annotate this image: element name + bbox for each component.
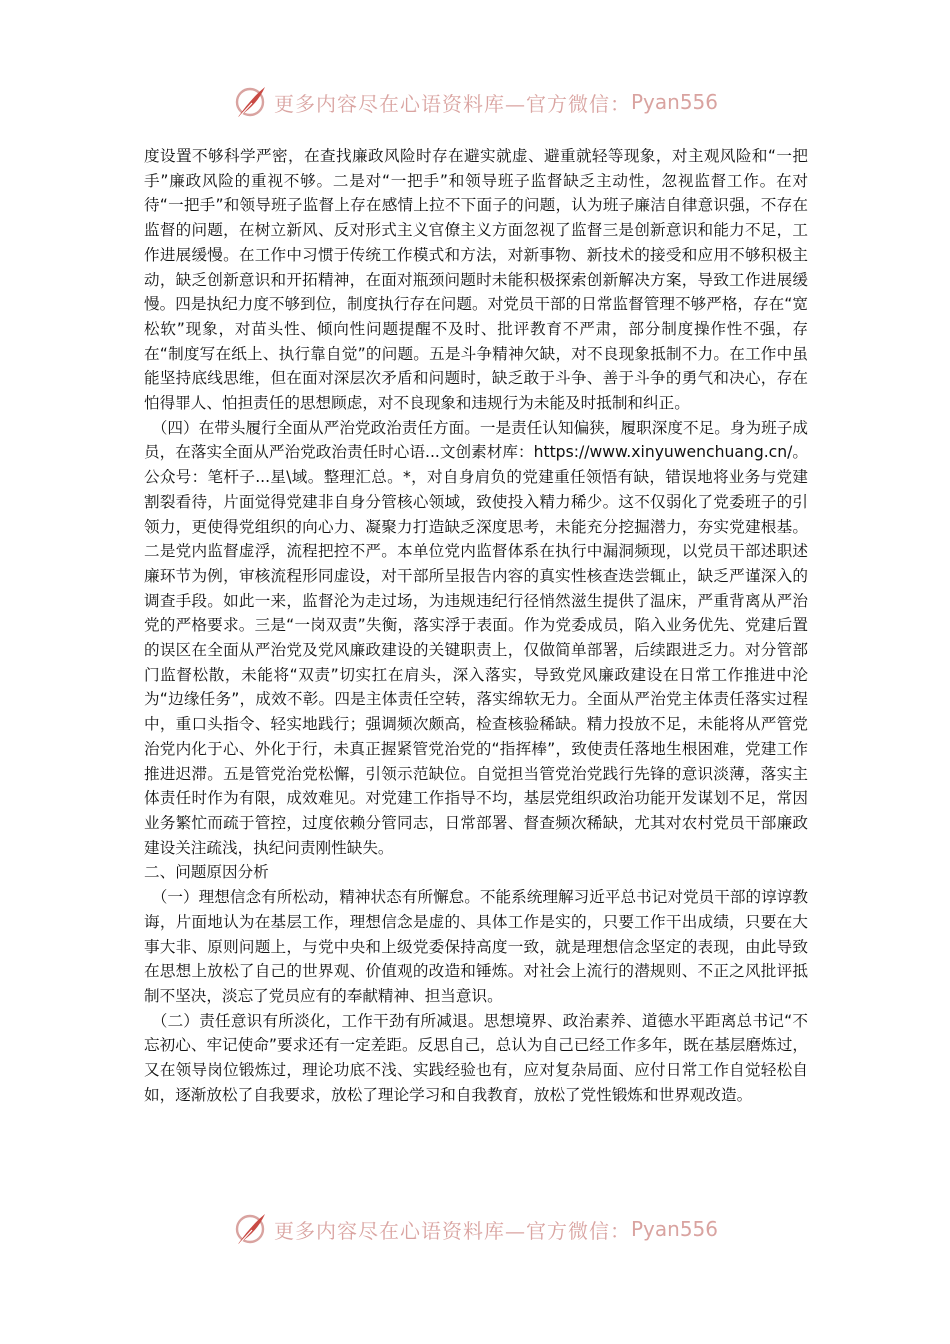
quill-logo-icon xyxy=(232,1211,268,1247)
paragraph-cause-one: （一）理想信念有所松动，精神状态有所懈怠。不能系统理解习近平总书记对党员干部的谆谆教诲，片面地认为在基层工作，理想信念是虚的、具体工作是实的，只要工作干出成绩，只要在大事大非、原则问题上，与党中央和上级党委保持高度一致，就是理想信念坚定的表现，由此导致在思想上放松了自己的世界观、价值观的改造和锤炼。对社会上流行的潜规则、不正之风批评抵制不坚决，淡忘了党员应有的奉献精神、担当意识。 xyxy=(144,888,808,1005)
section-heading: 二、问题原因分析 xyxy=(144,863,269,882)
watermark-code: Pyan556 xyxy=(630,90,718,114)
paragraph-continuation: 度设置不够科学严密，在查找廉政风险时存在避实就虚、避重就轻等现象，对主观风险和“一把手”廉政风险的重视不够。二是对“一把手”和领导班子监督缺乏主动性，忽视监督工作。在对待“一把手”和领导班子监督上存在感情上拉不下面子的问题，认为班子廉洁自律意识强，不存在监督的问题，在树立新风、反对形式主义官僚主义方面忽视了监督三是创新意识和能力不足，工作进展缓慢。在工作中习惯于传统工作模式和方法，对新事物、新技术的接受和应用不够积极主动，缺乏创新意识和开拓精神，在面对瓶颈问题时未能积极探索创新解决方案，导致工作进展缓慢。四是执纪力度不够到位，制度执行存在问题。对党员干部的日常监督管理不够严格，存在“宽松软”现象，对苗头性、倾向性问题提醒不及时、批评教育不严肃，部分制度操作性不强，存在“制度写在纸上、执行靠自觉”的问题。五是斗争精神欠缺，对不良现象抵制不力。在工作中虽能坚持底线思维，但在面对深层次矛盾和问题时，缺乏敢于斗争、善于斗争的勇气和决心，存在怕得罪人、怕担责任的思想顾虑，对不良现象和违规行为未能及时抵制和纠正。 xyxy=(144,147,808,413)
paragraph-cause-two: （二）责任意识有所淡化，工作干劲有所减退。思想境界、政治素养、道德水平距离总书记“不忘初心、牢记使命”要求还有一定差距。反思自己，总认为自己已经工作多年，既在基层磨炼过，又在领导岗位锻炼过，理论功底不浅、实践经验也有，应对复杂局面、应付日常工作自觉轻松自如，逐渐放松了自我要求，放松了理论学习和自我教育，放松了党性锻炼和世界观改造。 xyxy=(144,1011,808,1104)
quill-logo-icon xyxy=(232,84,268,120)
footer-watermark xyxy=(0,1207,950,1251)
watermark-code: Pyan556 xyxy=(630,1217,718,1241)
watermark-text: 更多内容尽在心语资料库—官方微信： xyxy=(273,91,631,116)
header-watermark xyxy=(0,80,950,124)
watermark-text: 更多内容尽在心语资料库—官方微信： xyxy=(273,1218,631,1243)
document-body xyxy=(144,144,808,1190)
paragraph-section-four: （四）在带头履行全面从严治党政治责任方面。一是责任认知偏狭，履职深度不足。身为班子成员，在落实全面从严治党政治责任时心语...文创素材库：https://www.xinyuwenchuang.cn/。公众号：笔杆子...星\域。整理汇总。*，对自身肩负的党建重任领悟有缺，错误地将业务与党建割裂看待，片面觉得党建非自身分管核心领域，致使投入精力稀少。这不仅弱化了党委班子的引领力，更使得党组织的向心力、凝聚力打造缺乏深度思考，未能充分挖掘潜力，夯实党建根基。二是党内监督虚浮，流程把控不严。本单位党内监督体系在执行中漏洞频现，以党员干部述职述廉环节为例，审核流程形同虚设，对干部所呈报告内容的真实性核查迭尝辄止，缺乏严谨深入的调查手段。如此一来，监督沦为走过场，为违规违纪行径悄然滋生提供了温床，严重背离从严治党的严格要求。三是“一岗双责”失衡，落实浮于表面。作为党委成员，陷入业务优先、党建后置的误区在全面从严治党及党风廉政建设的关键职责上，仅做简单部署，后续跟进乏力。对分管部门监督松散，未能将“双责”切实扛在肩头，深入落实，导致党风廉政建设在日常工作推进中沦为“边缘任务”，成效不彰。四是主体责任空转，落实绵软无力。全面从严治党主体责任落实过程中，重口头指令、轻实地践行；强调频次颇高，检查核验稀缺。精力投放不足，未能将从严管党治党内化于心、外化于行，未真正握紧管党治党的“指挥棒”，致使责任落地生根困难，党建工作推进迟滞。五是管党治党松懈，引领示范缺位。自觉担当管党治党践行先锋的意识淡薄，落实主体责任时作为有限，成效难见。对党建工作指导不均，基层党组织政治功能开发谋划不足，常因业务繁忙而疏于管控，过度依赖分管同志，日常部署、督查频次稀缺，尤其对农村党员干部廉政建设关注疏浅，执纪问责刚性缺失。 xyxy=(144,418,808,857)
